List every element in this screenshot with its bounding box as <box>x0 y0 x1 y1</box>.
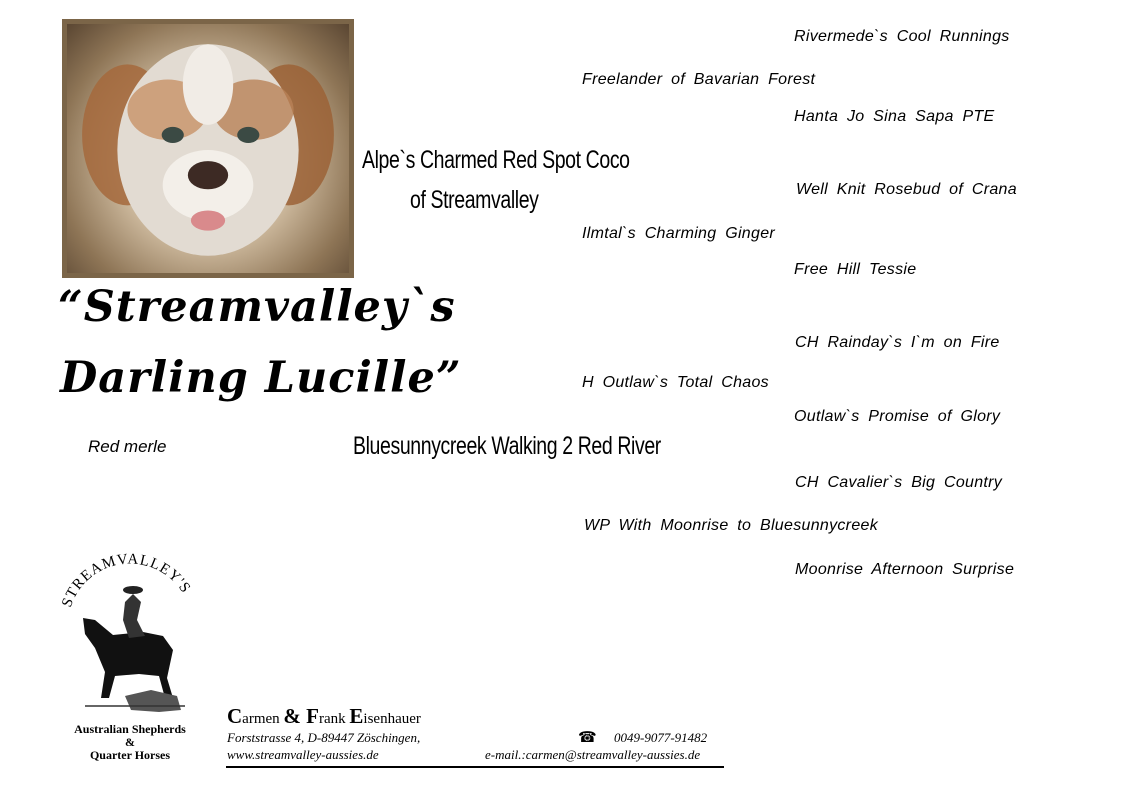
contact-website[interactable]: www.streamvalley-aussies.de <box>227 747 379 762</box>
great-grandparent-7: CH Cavalier`s Big Country <box>795 474 1003 491</box>
logo-caption-1: Australian Shepherds <box>74 722 186 736</box>
great-grandparent-6: Outlaw`s Promise of Glory <box>794 408 1001 425</box>
owner-ampersand: & <box>283 704 301 728</box>
logo-arc-text: STREAMVALLEY'S <box>59 551 194 610</box>
sire-name-line-2: of Streamvalley <box>410 186 539 214</box>
grandsire-maternal: H Outlaw`s Total Chaos <box>582 374 769 391</box>
phone-icon: ☎ <box>578 730 597 746</box>
granddam-maternal: WP With Moonrise to Bluesunnycreek <box>584 517 879 534</box>
puppy-photo <box>62 19 354 278</box>
sire-name-line-1: Alpe`s Charmed Red Spot Coco <box>362 146 630 174</box>
owner-name-carmen: armen <box>242 711 284 727</box>
great-grandparent-1: Rivermede`s Cool Runnings <box>794 28 1010 45</box>
great-grandparent-5: CH Rainday`s I`m on Fire <box>795 334 1000 351</box>
dam-name: Bluesunnycreek Walking 2 Red River <box>353 432 661 460</box>
great-grandparent-3: Well Knit Rosebud of Crana <box>796 181 1017 198</box>
contact-divider <box>226 766 724 768</box>
dog-name-line-2: Darling Lucille” <box>60 353 462 403</box>
owner-initial-c: C <box>227 704 243 728</box>
owner-surname: isenhauer <box>363 711 421 727</box>
owner-initial-f: F <box>300 704 319 728</box>
granddam-paternal: Ilmtal`s Charming Ginger <box>582 225 776 242</box>
owner-names <box>227 704 421 729</box>
great-grandparent-4: Free Hill Tessie <box>794 261 917 278</box>
contact-address: Forststrasse 4, D-89447 Zöschingen, <box>227 730 421 745</box>
great-grandparent-2: Hanta Jo Sina Sapa PTE <box>794 108 995 125</box>
puppy-face-illustration <box>67 24 349 273</box>
grandsire-paternal: Freelander of Bavarian Forest <box>582 71 816 88</box>
logo-caption-amp: & <box>125 735 135 749</box>
contact-phone: 0049-9077-91482 <box>614 730 708 745</box>
dog-name-line-1: “Streamvalley`s <box>58 282 456 332</box>
contact-email[interactable]: e-mail.:carmen@streamvalley-aussies.de <box>485 747 701 762</box>
dog-color: Red merle <box>88 437 167 456</box>
owner-initial-e: E <box>349 704 364 728</box>
great-grandparent-8: Moonrise Afternoon Surprise <box>795 561 1015 578</box>
owner-name-frank: rank <box>318 711 350 727</box>
logo-caption-2: Quarter Horses <box>89 748 171 762</box>
